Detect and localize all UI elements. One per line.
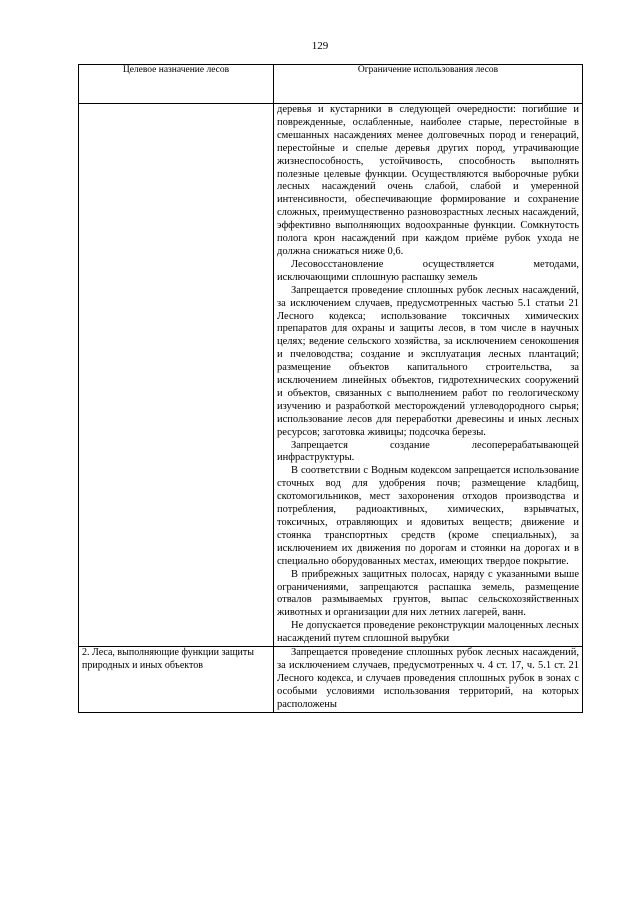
header-restrictions: Ограничение использования лесов xyxy=(274,65,583,104)
table-row xyxy=(79,647,583,713)
paragraph: деревья и кустарники в следующей очередности: погибшие и поврежденные, ослабленные, наиболее старые, перестойные в смешанных насаждениях менее долговечных пород и генераций, перестойные и спелые деревья других пород, утрачивающие жизнеспособность, устойчивость, способность выполнять полезные целевые функции. Осуществляются выборочные рубки лесных насаждений очень слабой, слабой и умеренной интенсивности, обеспечивающие формирование и сохранение сложных, преимущественно разновозрастных лесных насаждений, эффективно выполняющих водоохранные функции. Сомкнутость полога крон насаждений при каждом приёме рубок ухода не должна снижаться ниже 0,6. xyxy=(277,104,579,257)
paragraph: Не допускается проведение реконструкции малоценных лесных насаждений путем сплошной вырубки xyxy=(277,620,579,645)
forest-restrictions-table xyxy=(78,64,583,713)
row2-purpose-cell: 2. Леса, выполняющие функции защиты природных и иных объектов xyxy=(79,647,274,713)
paragraph: В соответствии с Водным кодексом запрещается использование сточных вод для удобрения почв; размещение кладбищ, скотомогильников, мест захоронения отходов производства и потребления, радиоактивных, химических, взрывчатых, токсичных, отравляющих и ядовитых веществ; движение и стоянка транспортных средств (кроме специальных), за исключением их движения по дорогам и стоянки на дорогах и в специально оборудованных местах, имеющих твердое покрытие. xyxy=(277,465,579,567)
row1-purpose-cell xyxy=(79,104,274,647)
paragraph: Запрещается создание лесоперерабатывающей инфраструктуры. xyxy=(277,439,579,464)
page-number: 129 xyxy=(311,40,329,52)
table-header-row xyxy=(79,65,583,104)
row2-restrictions-cell xyxy=(274,647,583,713)
paragraph: Запрещается проведение сплошных рубок лесных насаждений, за исключением случаев, предусмотренных частью 5.1 статьи 21 Лесного кодекса; использование токсичных химических препаратов для охраны и защиты лесов, в том числе в научных целях; ведение сельского хозяйства, за исключением сенокошения и пчеловодства; создание и эксплуатация лесных плантаций; размещение объектов капитального строительства, за исключением линейных объектов, гидротехнических сооружений и объектов, связанных с выполнением работ по геологическому изучению и разработкой месторождений углеводородного сырья; использование лесов для переработки древесины и иных лесных ресурсов; заготовка живицы; подсочка березы. xyxy=(277,284,579,438)
paragraph: Лесовосстановление осуществляется методами, исключающими сплошную распашку земель xyxy=(277,258,579,283)
header-purpose: Целевое назначение лесов xyxy=(79,65,274,104)
table-row xyxy=(79,104,583,647)
row1-restrictions-cell xyxy=(274,104,583,647)
paragraph: Запрещается проведение сплошных рубок лесных насаждений, за исключением случаев, предусмотренных ч. 4 ст. 17, ч. 5.1 ст. 21 Лесного кодекса, и случаев проведения сплошных рубок в зонах с особыми условиями использования территорий, на которых расположены xyxy=(277,647,579,710)
paragraph: В прибрежных защитных полосах, наряду с указанными выше ограничениями, запрещаются распашка земель, размещение отвалов размываемых грунтов, выпас сельскохозяйственных животных и организации для них летних лагерей, ванн. xyxy=(277,568,579,619)
